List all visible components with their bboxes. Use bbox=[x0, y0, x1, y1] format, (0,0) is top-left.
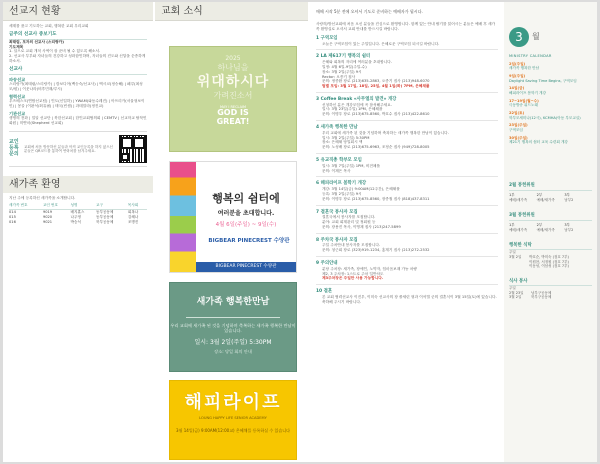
news-item bbox=[316, 54, 498, 89]
news-item-body: 분당 주차장: 새가족, 장애인, 노약자, 임마음보재 가능 차량 bbox=[322, 266, 417, 271]
news-item bbox=[316, 158, 498, 173]
table-header: 목사회 bbox=[128, 203, 147, 209]
news-text-column bbox=[312, 2, 502, 462]
meal-title: 식사 봉사 bbox=[509, 279, 592, 287]
happy-table-title: 행복한 식탁 bbox=[509, 243, 592, 251]
news-item-line: 문의: 노성배 장로 (213)675-6963, 조정순 집사 (949)728-8005 bbox=[322, 145, 430, 150]
happylife-poster[interactable] bbox=[169, 380, 297, 460]
news-item-body: 은혜와 회복의 자리에 여러분을 초대합니다. bbox=[322, 60, 392, 65]
news-item-line: 문의: 이재은 목사 bbox=[322, 168, 351, 173]
duty-mar-title: 3월 봉헌위원 bbox=[509, 213, 592, 221]
partner-mission-list: 우즈베스크(연합선교팀) | 인도(신입하) | YWAM(와동수레진) | 아프리카(서울형보이민) | 몽골 (이완석/최유필) | 태국(빈셈) | 과테말라(정진교) bbox=[9, 99, 145, 109]
mission-column bbox=[3, 2, 153, 462]
poster-line: 가려진소서 bbox=[213, 91, 253, 101]
table-cell: 015 bbox=[9, 215, 16, 220]
missionary-name: 최태림, 모자의 선교사 (스리랑카) bbox=[9, 39, 64, 44]
news-item bbox=[316, 97, 498, 117]
mission-title: 선교지 현황 bbox=[3, 2, 153, 21]
news-item-title: 2 LA 제617기 행복의 쉼터 bbox=[316, 54, 371, 60]
prayer-topic-label: 기도제목 bbox=[9, 44, 24, 49]
news-item bbox=[316, 238, 498, 253]
news-item-body: 개강: 3월 14일(금) 9:00AM(12주간), 은혜채플 bbox=[322, 187, 400, 192]
poster-great: GREAT! bbox=[216, 117, 250, 127]
calendar-entry: 30일(주일) 제21기 행복의 쉼터 교육 수련회 개강 bbox=[509, 135, 568, 145]
poster-year: 2025 bbox=[225, 55, 241, 62]
sent-mission-list: 스리랑카(최태림/스리랑카) | 캄보디아(백승숙/선교사) | 멕시코(정승해) | 페루(최성모/원) | 이웃나라(비후민재/루시) bbox=[9, 82, 143, 92]
calendar-entry: 22일(토) 학부모세미나(12시), KCMHA(아동 부모교실) bbox=[509, 111, 581, 120]
meal-row: 3월 2일 북부구공동체 bbox=[509, 295, 552, 300]
table-cell: 회복나 bbox=[127, 209, 139, 214]
table-cell: 조병진 bbox=[127, 220, 139, 225]
calendar-entry: 17~19일(월~수) 극동방송 위드노래 bbox=[509, 98, 539, 108]
table-header: 교인 번호 bbox=[43, 203, 71, 209]
duty-feb-grid: 1부 2부 3부 예배/새가족 예배/새가족 남부2 bbox=[509, 192, 574, 203]
calendar-column bbox=[504, 2, 597, 462]
happy-table-line: 이원찬, 서정원 (점호 7부) bbox=[529, 259, 569, 264]
table-cell: 016 bbox=[9, 220, 16, 225]
month-number: 3 bbox=[509, 27, 529, 47]
happy-table-label: 주일 bbox=[509, 250, 516, 255]
retreat-footer: BIGBEAR PINECREST 수양관 bbox=[196, 262, 296, 272]
table-cell: 014 bbox=[9, 209, 16, 214]
news-item-title: 1 구역모임 bbox=[316, 35, 338, 41]
poster-english: MAY I RECLAIM bbox=[219, 104, 247, 109]
news-item-line: 문의: 청근회 장로 (323)919-1234, 홍계기 집사 (213)272-2532 bbox=[322, 248, 430, 253]
news-item-line: 등록: 3월 2일(주일) 9시 bbox=[322, 191, 362, 196]
retreat-headline: 행복의 쉼터에 여러분을 초대합니다. bbox=[212, 192, 280, 218]
news-item-body: 일시: 3월 7일(주일) 1PM, 비전채플 bbox=[322, 163, 381, 168]
month-suffix: 월 bbox=[532, 31, 540, 41]
poster-line: 하나님을 bbox=[217, 62, 249, 72]
news-item-title: 8 주차국 봉사자 모집 bbox=[316, 237, 358, 243]
table-cell: 9019 bbox=[42, 209, 53, 214]
news-item-title: 7 결혼국 봉사자 모집 bbox=[316, 209, 358, 215]
retreat-dates: 4월 6일(주일) ~ 9일(수) bbox=[215, 222, 277, 228]
registration-box bbox=[9, 131, 147, 167]
table-cell: 북부공동체 bbox=[96, 220, 114, 225]
duty-feb-title: 2월 봉헌위원 bbox=[509, 183, 592, 191]
table-header: 교구 bbox=[96, 203, 128, 209]
news-item-title: 10 결혼 bbox=[316, 289, 333, 295]
calendar-entry: 14일(금) 해피라이프 봄학기 개강 bbox=[509, 86, 546, 96]
news-intro: 매해 시작 5분 전에 오셔서 기도로 준비하는 예배자가 됩시다. bbox=[316, 9, 423, 14]
happy-table-line: 이동성, 이삼성 (점호 7부) bbox=[529, 264, 569, 269]
news-item-title: 9 주의안내 bbox=[316, 261, 338, 267]
table-header: 성명 bbox=[71, 203, 96, 209]
registration-label: 교인 등록 문의 bbox=[9, 139, 19, 157]
org-mission-list: 생명의 전화 | 밀알 선교단 | 북한선교회 | 한인교회협의회 | CEMTV | 선교학교 탈북민 회원 | 미얀마(Shepherd 선교회) bbox=[9, 116, 147, 126]
news-item bbox=[316, 125, 498, 150]
newcomer-title: 새가족 행복한만남 bbox=[196, 297, 270, 307]
news-item-line: 장소: 3월 2일(주일) 9시 bbox=[322, 69, 362, 74]
news-item-body: 오늘은 구역모임이 있는 주일입니다. 은혜로운 구역모임 되시길 바랍니다. bbox=[322, 41, 440, 46]
news-posters-column bbox=[155, 2, 308, 462]
news-item-line: Rector: 오종기 집사 bbox=[322, 74, 356, 79]
news-item bbox=[316, 210, 498, 230]
happy-table-date: 3월 2일 bbox=[509, 254, 522, 259]
happylife-sub: LOUNG HAPPY LIFE SENIOR ACADEMY bbox=[199, 416, 267, 421]
retreat-venue: BIGBEAR PINECREST 수양관 bbox=[208, 238, 290, 244]
table-cell: 동부공동체 bbox=[96, 215, 114, 220]
news-item-body: 신청하신 분은 개강모임에 꼭 참석해주세요. bbox=[322, 102, 392, 107]
table-cell: 동부공동체 bbox=[96, 209, 114, 214]
duty-mar-grid: 1부 2부 3부 예배/새가족 예배/새가족 남부2 bbox=[509, 222, 574, 233]
news-item-body: 결혼국에서 봉사자를 모집합니다. bbox=[322, 215, 376, 220]
news-item-line: 장소: 은혜채 당일회시 액 bbox=[322, 140, 363, 145]
welcome-title: 새가족 환영 bbox=[3, 176, 153, 193]
newcomer-date: 일시: 3월 2일(주일) 5:30PM bbox=[194, 338, 272, 346]
newcomer-place: 장소: 당일 회의 안내 bbox=[214, 349, 252, 355]
news-item-line: 일정: 4월 6일-9일(주일-수) bbox=[322, 64, 367, 69]
qr-code-icon[interactable] bbox=[119, 135, 147, 163]
news-item bbox=[316, 181, 498, 201]
table-header: 새가족 번호 bbox=[9, 203, 43, 209]
news-item bbox=[316, 289, 498, 304]
news-item-title: 3 Coffee Break «사무엘의 발견» 개강 bbox=[316, 96, 397, 102]
mission-intro: 세계를 품고 기도하는 교회, 행복한 교회 우리교회 bbox=[9, 24, 89, 28]
sent-mission-label: 파송선교 bbox=[9, 76, 26, 82]
news-item bbox=[316, 36, 498, 47]
news-item-highlight: 팀별 모임: 3월 17일, 18일, 25일, 4월 1일(화) 7PM, 은혜채플 bbox=[322, 84, 430, 89]
happylife-title: 해피라이프 bbox=[184, 392, 282, 413]
bulletin-page bbox=[3, 2, 597, 462]
divider bbox=[186, 317, 280, 318]
news-item bbox=[316, 261, 498, 281]
news-item-line: 일시: 3월 23일(주일) 1PM, 은혜채플 bbox=[322, 107, 383, 112]
month-header bbox=[509, 27, 592, 47]
news-item-line: 문의: 이명우 장로 (213)675-8560, 박호수 집사 (213)422-8610 bbox=[322, 112, 430, 117]
news-item-line: 분야: 교회 회계관리 및 정회원 등 bbox=[322, 220, 376, 225]
news-item-line: 문의: 정종환 장로 (213)635-2863, 오종기 집사 (213)948-6070 bbox=[322, 79, 430, 84]
missionary-heading: 선교사 bbox=[9, 67, 147, 75]
meal-row: 2월 23일 남부구공동체 bbox=[509, 290, 552, 295]
calendar-entry: 2일(주일) 새가족 행복한 만남 bbox=[509, 61, 540, 71]
prayer-line: 2. 선교사 부부와 자녀들의 건강하고 성화함인하며, 자녀들의 진도와 신앙을 순종하게 하소서. bbox=[9, 54, 146, 64]
newcomer-line: 우리 교회에 새가족 된 것을 기념하며 축복하는 새가족 행복한 만남이 있습니다. bbox=[170, 322, 296, 334]
news-item-line: 제2, 3 주차장: 1스트로 주차 일반차도 bbox=[322, 271, 384, 276]
newcomer-poster[interactable] bbox=[169, 282, 297, 372]
news-item-title: 6 해피라이프 봄학기 개강 bbox=[316, 181, 367, 187]
calendar-entry: 9일(주일) Daylight Saving Time Begins, 구역모임 bbox=[509, 74, 577, 83]
table-cell: 9021 bbox=[42, 220, 53, 225]
news-item-body: 우리 교회에 새가족 된 것을 기념하며 축복하는 새가족 행복한 만남이 있습니다. bbox=[322, 130, 449, 135]
theme-poster[interactable] bbox=[169, 46, 297, 152]
new-member-table bbox=[9, 203, 147, 225]
prayer-line: 1. 알으로 교회 개척 사역이 잘 준비 될 수 있도록 해소서. bbox=[9, 49, 101, 54]
news-item-line: 일시: 3월 2일(주일) 5:30PM bbox=[322, 135, 370, 140]
table-cell: 박승석 bbox=[70, 220, 81, 225]
welcome-intro: 지난 주에 등록하신 새가족을 소개합니다. bbox=[9, 196, 76, 201]
news-item-highlight: 제3주차장은 주일만 사용 가능합니다. bbox=[322, 276, 384, 281]
poster-god: GOD IS bbox=[217, 108, 249, 118]
news-item-body: 본 교회 협력선교사 이진우, 이미숙 선교사의 장 졸세린 형과 이석열 군의 결혼식이 3월 15일(토)에 있습니다. 축하해 주시기 바랍니다. bbox=[322, 294, 497, 304]
colorful-strip bbox=[170, 162, 196, 273]
news-item-title: 5 유교직총 학부모 모임 bbox=[316, 158, 362, 164]
calendar-label: MINISTRY CALENDAR bbox=[509, 54, 552, 58]
news-lead: 사랑의/방선교회에 처음 오신 분들을 진심으로 환영합니다. 함께 있는 안내 팔기를 읽어시는 분들은 예배 후 새가족 환영실로 오셔서 교회 안내를 받으시길 바랍니다. bbox=[316, 22, 496, 31]
poster-headline: 위대하시다 bbox=[196, 74, 270, 91]
happylife-date: 3월 14일(금) 9:00AM(12:00교) 은혜채플 등록하실 수 있습니다 bbox=[176, 428, 290, 434]
calendar-entry: 23일(주일) 구역모임 bbox=[509, 123, 528, 133]
news-item-body: 주일 주차안내 봉사자를 모집합니다. bbox=[322, 243, 381, 248]
retreat-poster[interactable] bbox=[169, 161, 297, 273]
table-row bbox=[9, 220, 147, 225]
news-title: 교회 소식 bbox=[155, 2, 308, 21]
prayer-heading: 금주의 선교사 중보기도 bbox=[9, 32, 147, 40]
registration-text: 교회에 처음 방문하신 분들과 아직 교인등록을 하지 않으신 분들은 QR코드를 통하여 연락처를 남겨주세요. bbox=[24, 144, 113, 154]
news-item-line: 문의: 장용진 목사, 이영재 집사 (213)247-5899 bbox=[322, 224, 401, 229]
partner-mission-label: 협력선교 bbox=[9, 93, 26, 99]
news-item-line: 문의: 이명우 장로 (213)675-8560, 장종철 집사 (818)437-8311 bbox=[322, 196, 430, 201]
table-cell: 나주영 bbox=[70, 215, 81, 220]
table-cell: 9020 bbox=[42, 215, 53, 220]
meal-label: 주일 bbox=[509, 286, 516, 291]
org-mission-label: 기관선교 bbox=[9, 110, 26, 116]
news-item-title: 4 새가족 행복한 만남 bbox=[316, 125, 358, 131]
happy-table-line: 박호순, 박미숙 (점호 7부) bbox=[529, 254, 569, 259]
table-cell: 김혜나 bbox=[127, 215, 139, 220]
table-cell: 배지훈스 bbox=[70, 209, 85, 214]
